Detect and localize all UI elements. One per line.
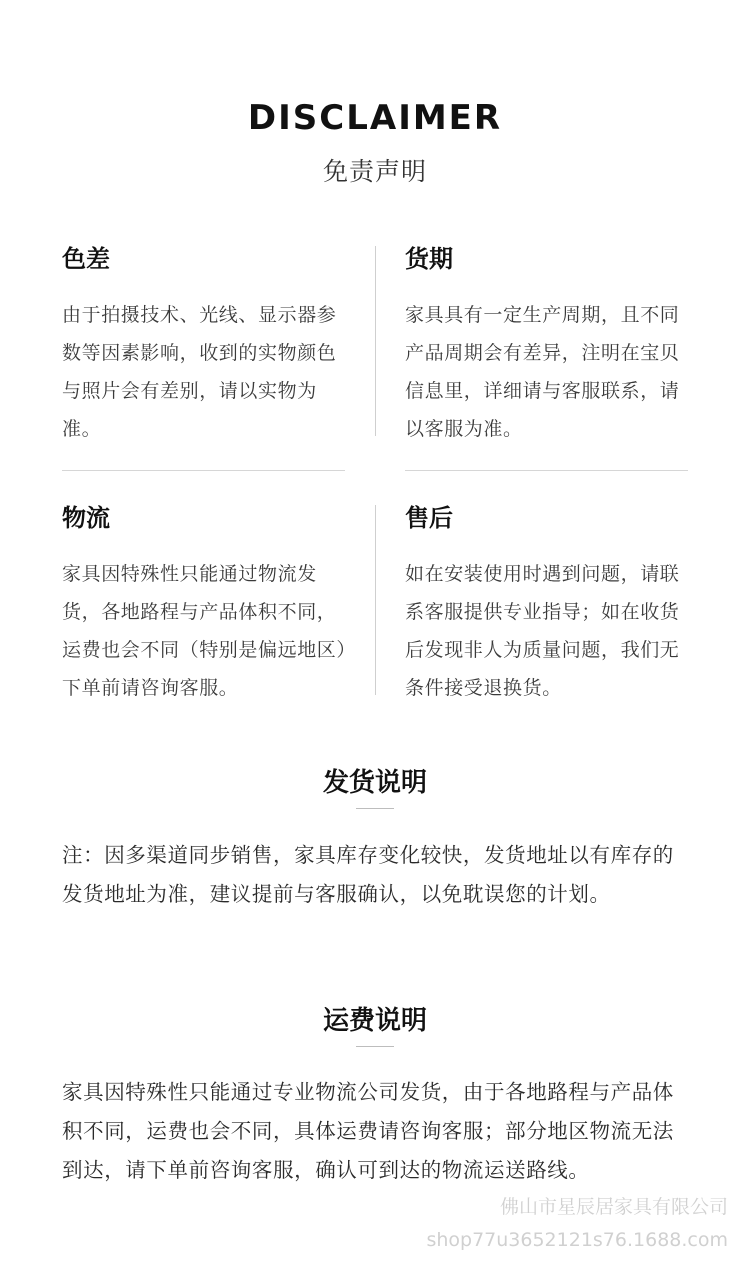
card-logistics (62, 503, 347, 707)
column-divider (375, 246, 376, 436)
card-title: 色差 (62, 245, 110, 273)
card-title: 货期 (405, 245, 453, 273)
card-body: 家具因特殊性只能通过物流发货，各地路程与产品体积不同，运费也会不同（特别是偏远地区）下单前请咨询客服。 (62, 563, 347, 699)
section-rule (356, 808, 394, 809)
column-divider (375, 505, 376, 695)
card-body: 由于拍摄技术、光线、显示器参数等因素影响，收到的实物颜色与照片会有差别，请以实物为准。 (62, 304, 337, 440)
section-rule (356, 1046, 394, 1047)
card-title: 物流 (62, 504, 110, 532)
row-divider-left (62, 470, 345, 471)
watermark-company: 佛山市星辰居家具有限公司 (499, 1196, 728, 1218)
card-body: 如在安装使用时遇到问题，请联系客服提供专业指导；如在收货后发现非人为质量问题，我们无条件接受退换货。 (405, 563, 680, 699)
freight-section-body: 家具因特殊性只能通过专业物流公司发货，由于各地路程与产品体积不同，运费也会不同，具体运费请咨询客服；部分地区物流无法到达，请下单前咨询客服，确认可到达的物流运送路线。 (62, 1080, 674, 1182)
page-subtitle: 免责声明 (322, 157, 427, 186)
card-after-sales (405, 503, 690, 707)
card-title: 售后 (405, 504, 453, 532)
freight-section-title: 运费说明 (322, 1006, 427, 1036)
shipping-section-title: 发货说明 (322, 768, 427, 798)
watermark-url: shop77u3652121s76.1688.com (426, 1229, 728, 1251)
card-color-difference (62, 244, 347, 448)
page-title: DISCLAIMER (247, 98, 503, 138)
row-divider-right (405, 470, 688, 471)
card-delivery-period (405, 244, 690, 448)
card-body: 家具具有一定生产周期，且不同产品周期会有差异，注明在宝贝信息里，详细请与客服联系，请以客服为准。 (405, 304, 680, 440)
shipping-section-body: 注：因多渠道同步销售，家具库存变化较快，发货地址以有库存的发货地址为准，建议提前与客服确认，以免耽误您的计划。 (62, 843, 674, 906)
